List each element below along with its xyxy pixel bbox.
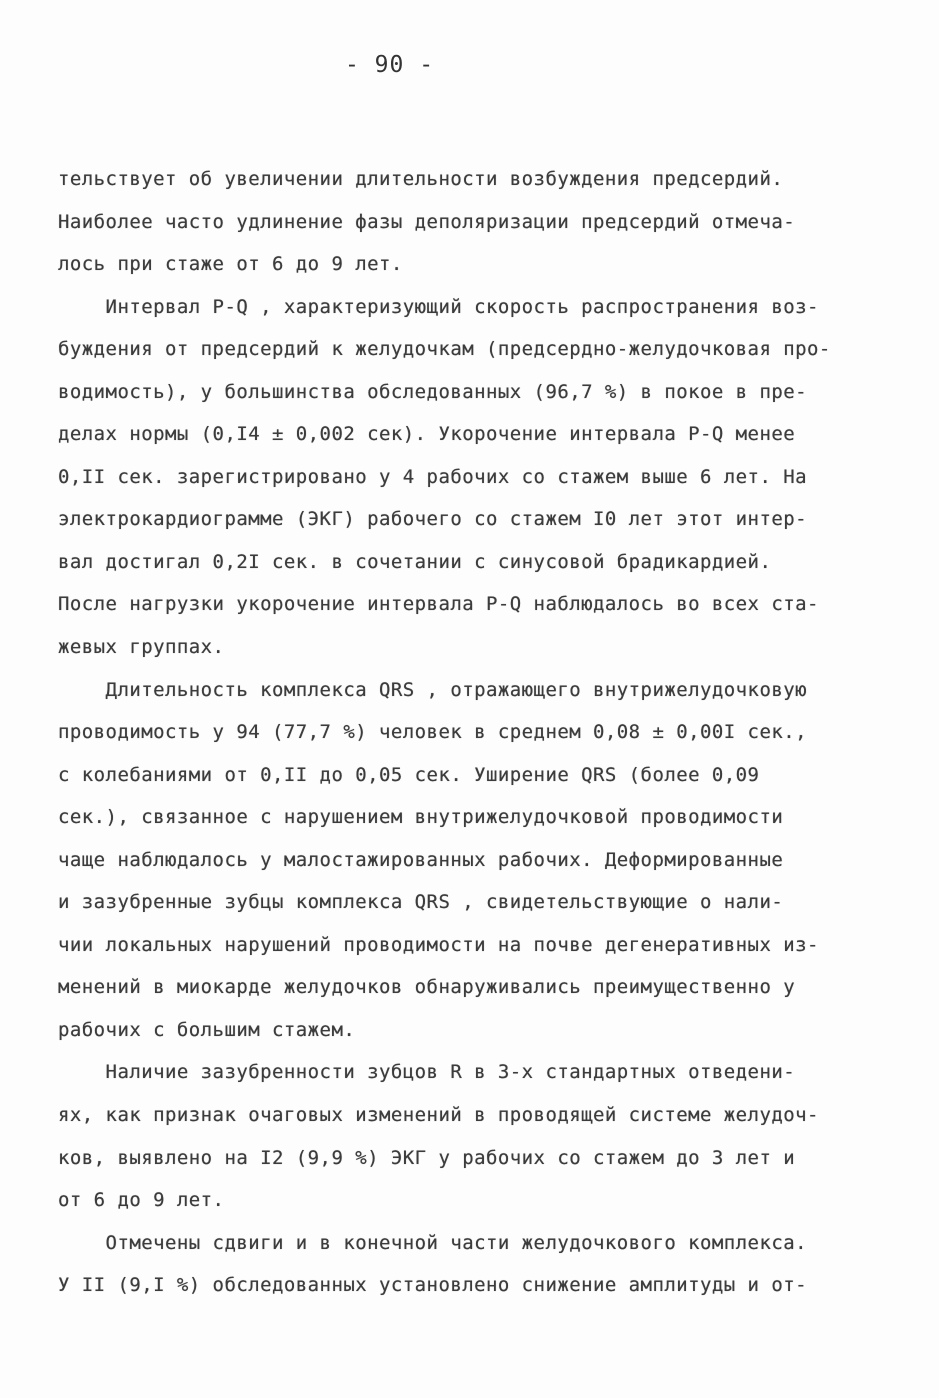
text-line: лось при стаже от 6 до 9 лет. [58,253,403,276]
text-line: сек.), связанное с нарушением внутрижелудочковой проводимости [58,806,784,829]
text-line: с колебаниями от 0,II до 0,05 сек. Уширение QRS (более 0,09 [58,763,760,786]
text-line: Отмечены сдвиги и в конечной части желудочкового комплекса. [58,1231,808,1254]
text-line: У II (9,I %) обследованных установлено снижение амплитуды и от- [58,1274,808,1297]
text-line: водимость), у большинства обследованных (96,7 %) в покое в пре- [58,380,808,403]
text-line: Наличие зазубренности зубцов R в 3-х стандартных отведени- [58,1061,796,1084]
text-line: Длительность комплекса QRS , отражающего внутрижелудочковую [58,678,808,701]
text-line: делах нормы (0,I4 ± 0,002 сек). Укорочение интервала P-Q менее [58,423,796,446]
text-line: ях, как признак очаговых изменений в проводящей системе желудоч- [58,1104,819,1127]
text-line: вал достигал 0,2I сек. в сочетании с синусовой брадикардией. [58,550,772,573]
text-line: буждения от предсердий к желудочкам (предсердно-желудочковая про- [58,338,831,361]
text-line: и зазубренные зубцы комплекса QRS , свидетельствующие о нали- [58,891,784,914]
text-line: тельствует об увеличении длительности возбуждения предсердий. [58,168,784,190]
text-line: 0,II сек. зарегистрировано у 4 рабочих со стажем выше 6 лет. На [58,465,808,488]
text-line: Наиболее часто удлинение фазы деполяризации предсердий отмеча- [58,210,796,233]
page-number: - 90 - [344,52,435,78]
text-line: После нагрузки укорочение интервала P-Q наблюдалось во всех ста- [58,593,819,616]
text-line: от 6 до 9 лет. [58,1189,225,1212]
text-line: рабочих с большим стажем. [58,1018,356,1041]
text-line: чии локальных нарушений проводимости на почве дегенеративных из- [58,933,819,956]
text-line: жевых группах. [58,636,225,659]
text-line: ков, выявлено на I2 (9,9 %) ЭКГ у рабочих со стажем до 3 лет и [58,1146,796,1169]
text-line: проводимость у 94 (77,7 %) человек в среднем 0,08 ± 0,00I сек., [58,721,808,744]
text-line: чаще наблюдалось у малостажированных рабочих. Деформированные [58,848,784,871]
text-line: электрокардиограмме (ЭКГ) рабочего со стажем I0 лет этот интер- [58,508,808,531]
text-line: Интервал P-Q , характеризующий скорость распространения воз- [58,295,819,318]
text-line: менений в миокарде желудочков обнаруживались преимущественно у [58,976,796,999]
body-text [58,158,888,1307]
